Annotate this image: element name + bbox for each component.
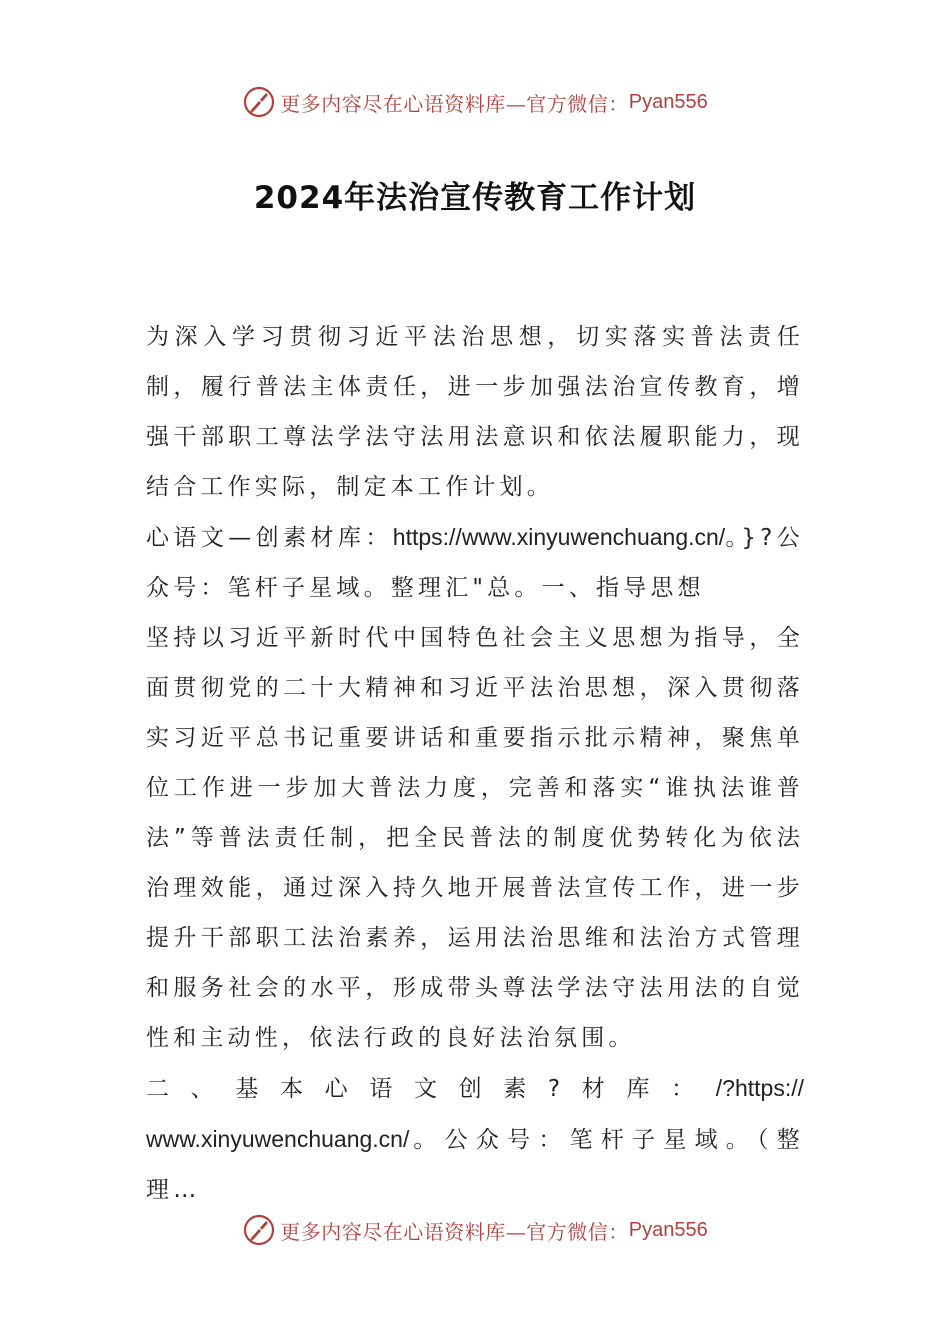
document-body	[146, 312, 804, 1215]
header-banner-text: 更多内容尽在心语资料库—官方微信：	[280, 91, 629, 116]
header-banner-id: Pyan556	[628, 90, 708, 113]
paragraph-intro: 为深入学习贯彻习近平法治思想，切实落实普法责任制，履行普法主体责任，进一步加强法治宣传教育，增强干部职工尊法学法守法用法意识和依法履职能力，现结合工作实际，制定本工作计划。	[146, 324, 804, 500]
section-two-url-end[interactable]: www.xinyuwenchuang.cn/	[146, 1126, 410, 1152]
quill-logo-icon	[242, 85, 276, 119]
footer-banner-text: 更多内容尽在心语资料库—官方微信：	[280, 1219, 629, 1244]
paragraph-guiding-thought: 坚持以习近平新时代中国特色社会主义思想为指导，全面贯彻党的二十大精神和习近平法治思想，深入贯彻落实习近平总书记重要讲话和重要指示批示精神，聚焦单位工作进一步加大普法力度，完善和落实“谁执法谁普法”等普法责任制，把全民普法的制度优势转化为依法治理效能，通过深入持久地开展普法宣传工作，进一步提升干部职工法治素养，运用法治思维和法治方式管理和服务社会的水平，形成带头尊法学法守法用法的自觉性和主动性，依法行政的良好法治氛围。	[146, 625, 804, 1051]
source-note-suffix: 。}?公众号：笔杆子星域。整理汇"总。一、指导思想	[146, 525, 804, 601]
paragraph-source-note	[146, 512, 804, 613]
document-title: 2024年法治宣传教育工作计划	[253, 180, 697, 216]
header-banner	[0, 82, 950, 122]
section-two-suffix: 。公众号：笔杆子星域。（整理…	[146, 1127, 804, 1203]
section-two-prefix: 二、基本心语文创素?材库：	[146, 1076, 716, 1102]
paragraph-section-two-heading	[146, 1063, 804, 1114]
footer-banner-id: Pyan556	[628, 1218, 708, 1241]
source-url-link[interactable]: https://www.xinyuwenchuang.cn/	[392, 524, 726, 550]
section-two-url-start[interactable]: /?https://	[715, 1075, 804, 1101]
quill-logo-icon	[242, 1213, 276, 1247]
footer-banner	[0, 1210, 950, 1250]
source-note-prefix: 心语文—创素材库：	[146, 525, 393, 551]
paragraph-section-two-continued	[146, 1114, 804, 1215]
